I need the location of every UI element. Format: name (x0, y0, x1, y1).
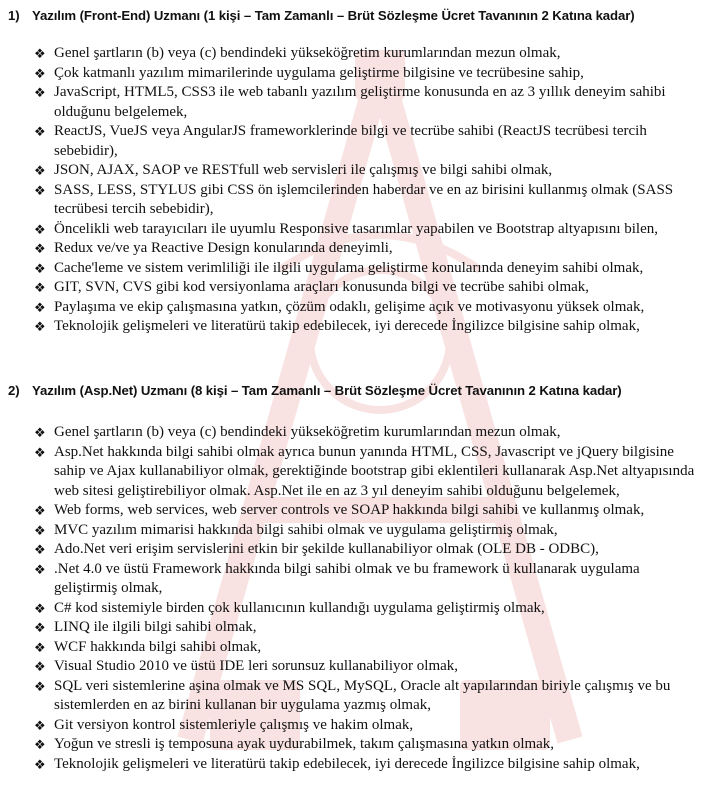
list-item (34, 618, 698, 638)
diamond-bullet-icon: ❖ (34, 182, 46, 198)
list-item-text: Visual Studio 2010 ve üstü IDE leri sorunsuz kullanabiliyor olmak, (54, 658, 459, 674)
section-1-number: 1) (8, 8, 20, 23)
diamond-bullet-icon: ❖ (34, 659, 46, 674)
section-1-title (8, 8, 635, 23)
diamond-bullet-icon: ❖ (34, 561, 46, 577)
list-item (34, 259, 698, 279)
list-item-text: GIT, SVN, CVS gibi kod versiyonlama araçları konusunda bilgi ve tecrübe sahibi olmak, (54, 279, 590, 295)
diamond-bullet-icon: ❖ (34, 241, 46, 256)
list-item (34, 181, 698, 220)
list-item-text: Redux ve/ve ya Reactive Design konularında deneyimli, (54, 240, 393, 256)
list-item-text: SASS, LESS, STYLUS gibi CSS ön işlemcilerinden haberdar ve en az birisini kullanmış olmak (SASS tecrübesi tercih sebebidir), (54, 181, 674, 217)
list-item-text: Öncelikli web tarayıcıları ile uyumlu Responsive tasarımlar yapabilen ve Bootstrap altyapısını bilen, (54, 220, 659, 237)
list-item (34, 64, 698, 84)
diamond-bullet-icon: ❖ (34, 620, 46, 635)
list-item (34, 638, 698, 658)
list-item-text: ReactJS, VueJS veya AngularJS frameworklerinde bilgi ve tecrübe sahibi (ReactJS tecrübesi tercih sebebidir), (54, 123, 647, 159)
list-item (34, 161, 698, 181)
list-item-text: JavaScript, HTML5, CSS3 ile web tabanlı yazılım geliştirme konusunda en az 3 yıllık deneyim sahibi olduğunu belgelemek, (54, 84, 666, 120)
diamond-bullet-icon: ❖ (34, 299, 46, 315)
list-item (34, 278, 698, 298)
list-item (34, 521, 698, 541)
diamond-bullet-icon: ❖ (34, 319, 46, 334)
list-item-text: Genel şartların (b) veya (c) bendindeki yükseköğretim kurumlarından mezun olmak, (54, 45, 561, 61)
diamond-bullet-icon: ❖ (34, 756, 46, 772)
list-item (34, 239, 698, 259)
diamond-bullet-icon: ❖ (34, 717, 46, 733)
diamond-bullet-icon: ❖ (34, 65, 46, 81)
diamond-bullet-icon: ❖ (34, 639, 46, 655)
list-item-text: Çok katmanlı yazılım mimarilerinde uygulama geliştirme bilgisine ve tecrübesine sahip, (54, 64, 584, 81)
list-item-text: Cache'leme ve sistem verimliliği ile ilgili uygulama geliştirme konularında deneyim sahibi olmak, (54, 259, 644, 276)
list-item (34, 122, 698, 161)
list-item-text: MVC yazılım mimarisi hakkında bilgi sahibi olmak ve uygulama geliştirmiş olmak, (54, 521, 558, 538)
list-item-text: Teknolojik gelişmeleri ve literatürü takip edebilecek, iyi derecede İngilizce bilgisine sahip olmak, (54, 755, 640, 772)
list-item-text: LINQ ile ilgili bilgi sahibi olmak, (54, 619, 257, 635)
diamond-bullet-icon: ❖ (34, 503, 46, 518)
list-item (34, 755, 698, 775)
diamond-bullet-icon: ❖ (34, 280, 46, 295)
list-item-text: WCF hakkında bilgi sahibi olmak, (54, 638, 262, 655)
list-item (34, 44, 698, 64)
diamond-bullet-icon: ❖ (34, 444, 46, 460)
list-item (34, 735, 698, 755)
section-1-heading: Yazılım (Front-End) Uzmanı (1 kişi – Tam Zamanlı – Brüt Sözleşme Ücret Tavanının 2 Katına kadar) (32, 8, 635, 23)
diamond-bullet-icon: ❖ (34, 542, 46, 557)
list-item-text: Paylaşıma ve ekip çalışmasına yatkın, çözüm odaklı, gelişime açık ve motivasyonu yüksek olmak, (54, 298, 645, 315)
section-2-requirements-list (34, 423, 698, 774)
list-item-text: SQL veri sistemlerine aşina olmak ve MS SQL, MySQL, Oracle alt yapılarından biriyle çalışmış ve bu sistemlerden en az birini kullanan bir uygulama yazmış olmak, (54, 677, 671, 713)
list-item (34, 716, 698, 736)
diamond-bullet-icon: ❖ (34, 425, 46, 440)
list-item-text: C# kod sistemiyle birden çok kullanıcının kullandığı uygulama geliştirmiş olmak, (54, 599, 545, 616)
list-item (34, 501, 698, 521)
list-item-text: Ado.Net veri erişim servislerini etkin bir şekilde kullanabiliyor olmak (OLE DB - ODBC), (54, 541, 599, 557)
list-item-text: Web forms, web services, web server controls ve SOAP hakkında bilgi sahibi ve kullanmış olmak, (54, 502, 645, 518)
list-item (34, 298, 698, 318)
list-item (34, 443, 698, 502)
diamond-bullet-icon: ❖ (34, 85, 46, 100)
list-item-text: JSON, AJAX, SAOP ve RESTfull web servisleri ile çalışmış ve bilgi sahibi olmak, (54, 162, 553, 178)
diamond-bullet-icon: ❖ (34, 678, 46, 694)
diamond-bullet-icon: ❖ (34, 737, 46, 752)
list-item (34, 540, 698, 560)
diamond-bullet-icon: ❖ (34, 46, 46, 61)
list-item (34, 657, 698, 677)
list-item-text: Genel şartların (b) veya (c) bendindeki yükseköğretim kurumlarından mezun olmak, (54, 424, 561, 440)
list-item-text: Teknolojik gelişmeleri ve literatürü takip edebilecek, iyi derecede İngilizce bilgisine sahip olmak, (54, 318, 640, 334)
list-item (34, 560, 698, 599)
section-2-heading: Yazılım (Asp.Net) Uzmanı (8 kişi – Tam Zamanlı – Brüt Sözleşme Ücret Tavanının 2 Katına kadar) (32, 383, 622, 398)
list-item-text: .Net 4.0 ve üstü Framework hakkında bilgi sahibi olmak ve bu framework ü kullanarak uygulama geliştirmiş olmak, (54, 560, 640, 596)
list-item (34, 599, 698, 619)
diamond-bullet-icon: ❖ (34, 221, 46, 237)
list-item-text: Git versiyon kontrol sistemleriyle çalışmış ve hakim olmak, (54, 716, 414, 733)
list-item (34, 220, 698, 240)
list-item (34, 677, 698, 716)
diamond-bullet-icon: ❖ (34, 600, 46, 616)
diamond-bullet-icon: ❖ (34, 522, 46, 538)
section-2-title (8, 383, 622, 398)
list-item (34, 317, 698, 337)
list-item (34, 83, 698, 122)
diamond-bullet-icon: ❖ (34, 260, 46, 276)
section-2-number: 2) (8, 383, 20, 398)
section-1-requirements-list (34, 44, 698, 337)
list-item (34, 423, 698, 443)
list-item-text: Asp.Net hakkında bilgi sahibi olmak ayrıca bunun yanında HTML, CSS, Javascript ve jQuery bilgisine sahip ve Ajax kullanabiliyor olmak, gerektiğinde bootstrap gibi eklentileri kullanarak Asp.Net altyapısında web sitesi geliştirebiliyor olmak. Asp.Net ile en az 3 yıl deneyim sahibi olduğunu belgelemek, (54, 443, 695, 499)
list-item-text: Yoğun ve stresli iş temposuna ayak uydurabilmek, takım çalışmasına yatkın olmak, (54, 736, 555, 752)
diamond-bullet-icon: ❖ (34, 124, 46, 139)
diamond-bullet-icon: ❖ (34, 163, 46, 178)
